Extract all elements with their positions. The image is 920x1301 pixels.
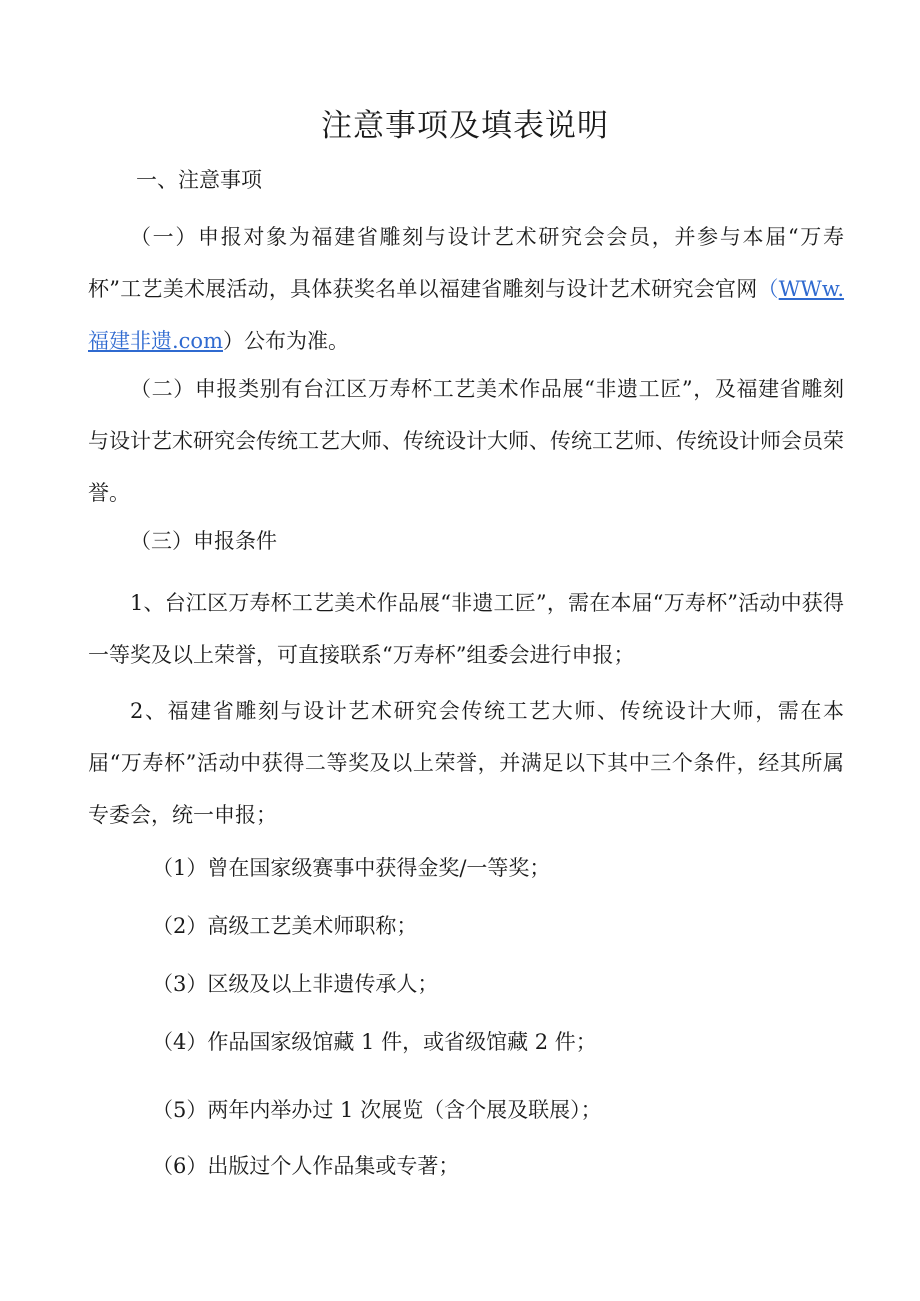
link-open-paren: （: [757, 277, 779, 301]
condition-item: （5）两年内举办过 1 次展览（含个展及联展）；: [152, 1098, 602, 1122]
condition-item: （4）作品国家级馆藏 1 件，或省级馆藏 2 件；: [152, 1030, 597, 1054]
page-title: 注意事项及填表说明: [321, 108, 609, 144]
condition-item: （6）出版过个人作品集或专著；: [152, 1154, 460, 1178]
paragraph-categories: （二）申报类别有台江区万寿杯工艺美术作品展“非遗工匠”，及福建省雕刻与设计艺术研究会传统工艺大师、传统设计大师、传统工艺师、传统设计师会员荣誉。: [88, 377, 844, 505]
section-heading: 一、注意事项: [136, 168, 262, 192]
paragraph-condition-1: 1、台江区万寿杯工艺美术作品展“非遗工匠”，需在本届“万寿杯”活动中获得一等奖及以上荣誉，可直接联系“万寿杯”组委会进行申报；: [88, 591, 844, 667]
condition-item: （3）区级及以上非遗传承人；: [152, 972, 439, 996]
paragraph-applicants: [88, 211, 844, 367]
official-website-link[interactable]: WWw.福建非遗.com: [88, 277, 845, 353]
paragraph-applicants-tail: ）公布为准。: [223, 329, 349, 353]
condition-item: （2）高级工艺美术师职称；: [152, 914, 418, 938]
paragraph-applicants-text: （一）申报对象为福建省雕刻与设计艺术研究会会员，并参与本届“万寿杯”工艺美术展活动，具体获奖名单以福建省雕刻与设计艺术研究会官网: [88, 225, 844, 301]
paragraph-condition-2: 2、福建省雕刻与设计艺术研究会传统工艺大师、传统设计大师，需在本届“万寿杯”活动中获得二等奖及以上荣誉，并满足以下其中三个条件，经其所属专委会，统一申报；: [88, 699, 844, 827]
condition-item: （1）曾在国家级赛事中获得金奖/一等奖；: [152, 856, 551, 880]
paragraph-conditions-heading: （三）申报条件: [130, 529, 277, 553]
